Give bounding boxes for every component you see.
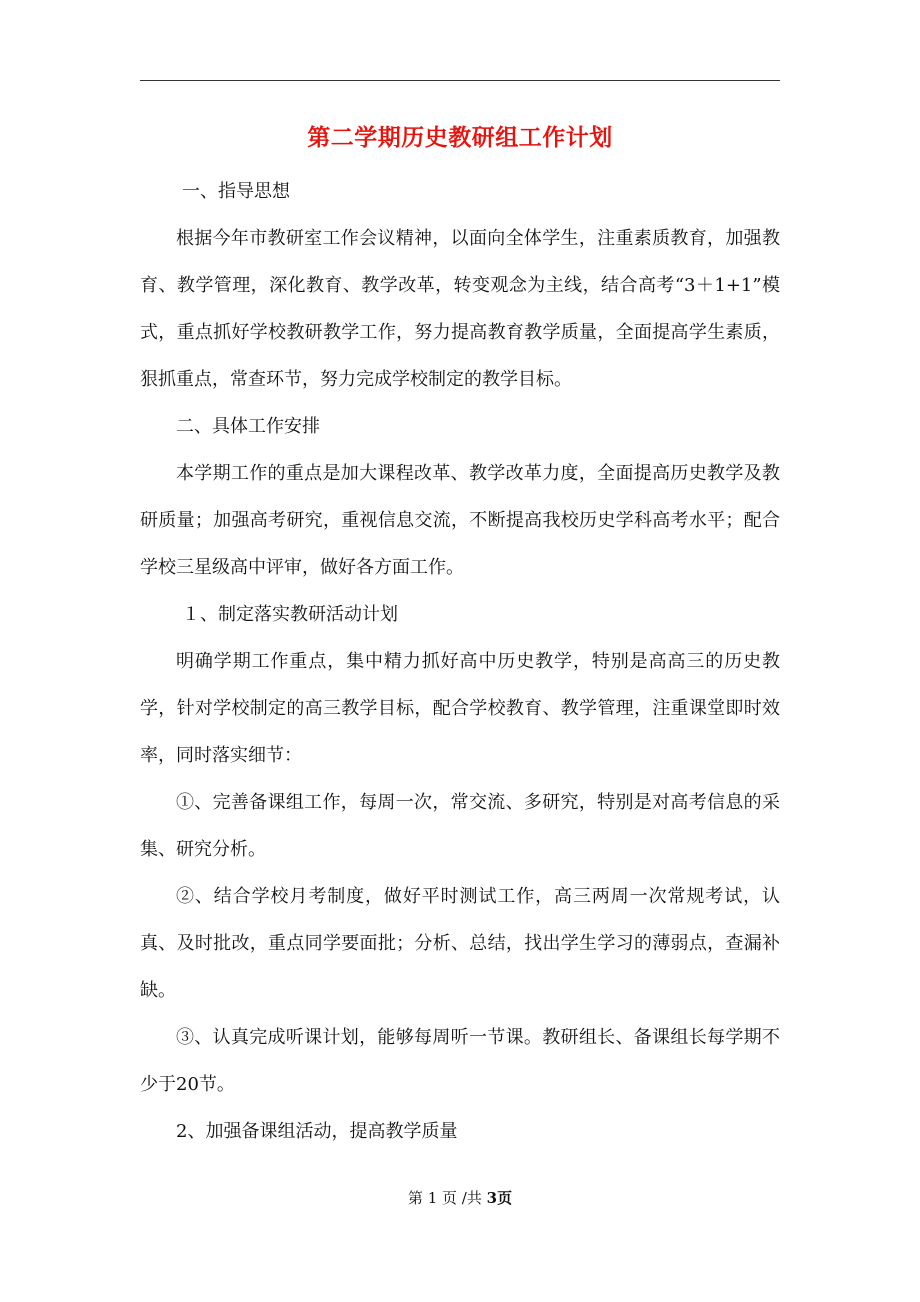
footer-middle: 页 /共 [442, 1189, 482, 1207]
list-item-2: ②、结合学校月考制度，做好平时测试工作，高三两周一次常规考试，认真、及时批改，重点同学要面批；分析、总结，找出学生学习的薄弱点，查漏补缺。 [140, 886, 780, 1001]
list-item-1: ①、完善备课组工作，每周一次，常交流、多研究，特别是对高考信息的采集、研究分析。 [140, 792, 780, 860]
paragraph-guiding-thought: 根据今年市教研室工作会议精神，以面向全体学生，注重素质教育，加强教育、教学管理，深化教育、教学改革，转变观念为主线，结合高考“3＋1+1”模式，重点抓好学校教研教学工作，努力提高教育教学质量，全面提高学生素质，狠抓重点，常查环节，努力完成学校制定的教学目标。 [140, 228, 780, 390]
subheading-lesson-groups: 2、加强备课组活动，提高教学质量 [176, 1121, 458, 1142]
footer-prefix: 第 [407, 1189, 423, 1207]
footer-suffix: 页 [497, 1189, 513, 1207]
section-heading-guiding-thought: 一、指导思想 [182, 181, 290, 202]
page-footer [140, 1186, 780, 1210]
paragraph-work-focus: 本学期工作的重点是加大课程改革、教学改革力度，全面提高历史教学及教研质量；加强高考研究，重视信息交流，不断提高我校历史学科高考水平；配合学校三星级高中评审，做好各方面工作。 [140, 463, 780, 578]
subheading-research-plan: １、制定落实教研活动计划 [182, 604, 398, 625]
footer-total-pages: 3 [486, 1189, 498, 1207]
section-heading-work-arrangement: 二、具体工作安排 [176, 416, 320, 437]
document-body [140, 168, 780, 1155]
footer-page-number: 1 [427, 1189, 438, 1207]
paragraph-research-plan: 明确学期工作重点，集中精力抓好高中历史教学，特别是高高三的历史教学，针对学校制定的高三教学目标，配合学校教育、教学管理，注重课堂即时效率，同时落实细节： [140, 651, 780, 766]
document-title: 第二学期历史教研组工作计划 [307, 124, 613, 151]
header-divider [140, 80, 780, 81]
list-item-3: ③、认真完成听课计划，能够每周听一节课。教研组长、备课组长每学期不少于20节。 [140, 1027, 780, 1095]
